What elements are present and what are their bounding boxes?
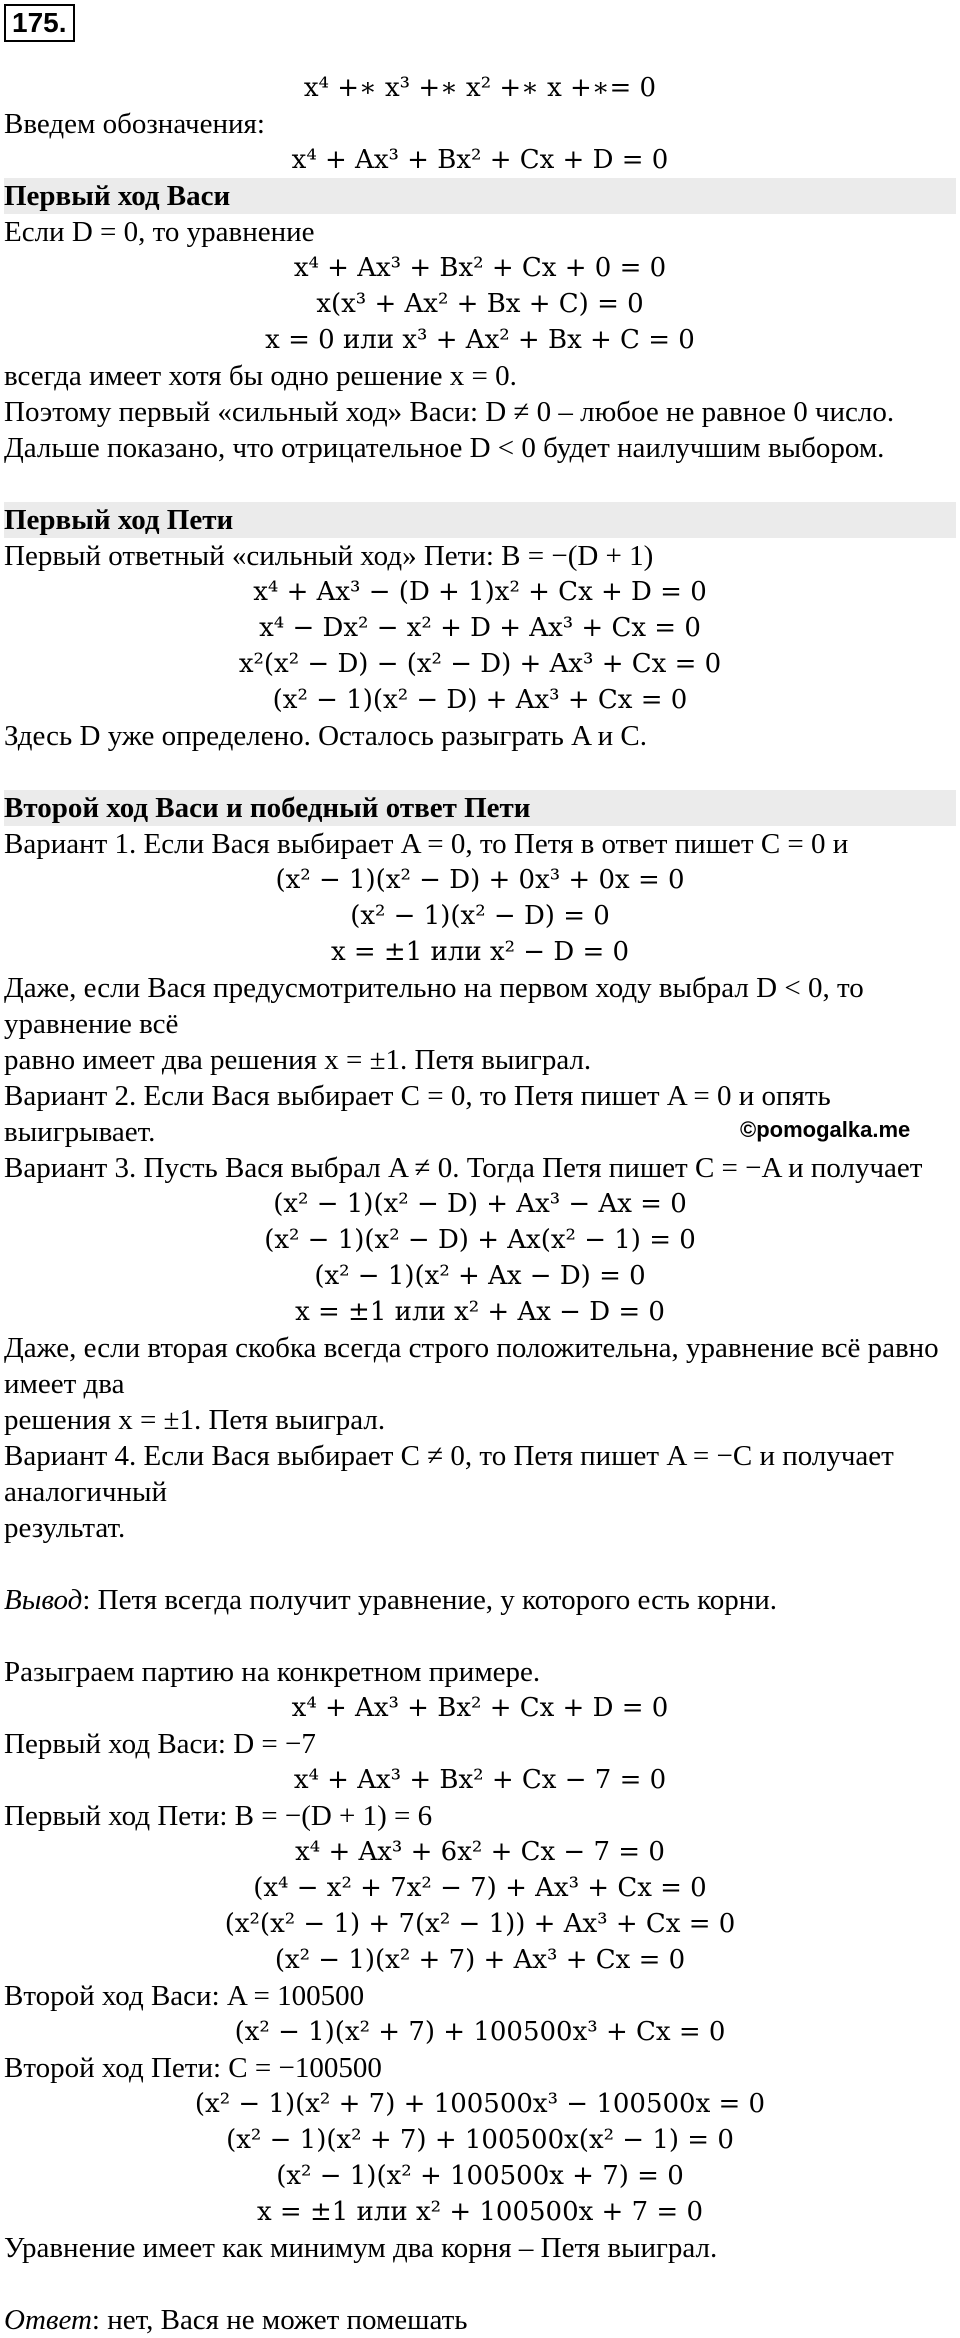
equation: x²(x² − D) − (x² − D) + Ax³ + Cx = 0 — [238, 649, 722, 679]
equation: x⁴ − Dx² − x² + D + Ax³ + Cx = 0 — [259, 613, 701, 643]
equation: (x² − 1)(x² − D) + Ax(x² − 1) = 0 — [264, 1225, 696, 1255]
equation: x⁴ + Ax³ − (D + 1)x² + Cx + D = 0 — [253, 577, 707, 607]
equation: (x² − 1)(x² − D) + Ax³ − Ax = 0 — [273, 1189, 687, 1219]
watermark: ©pomogalka.me — [740, 1117, 911, 1142]
equation: x = 0 или x³ + Ax² + Bx + C = 0 — [265, 325, 695, 355]
equation: x⁴ + Ax³ + Bx² + Cx + D = 0 — [291, 1693, 669, 1723]
text-line: Введем обозначения: — [4, 108, 265, 140]
text-line: равно имеет два решения x = ±1. Петя выиграл. — [4, 1044, 592, 1076]
equation: x = ±1 или x² + 100500x + 7 = 0 — [256, 2197, 704, 2227]
equation: (x² − 1)(x² − D) + 0x³ + 0x = 0 — [275, 865, 685, 895]
section-heading: Первый ход Васи — [4, 178, 956, 214]
text-line: Уравнение имеет как минимум два корня – Петя выиграл. — [4, 2232, 718, 2264]
text-line: решения x = ±1. Петя выиграл. — [4, 1404, 386, 1436]
equation: x(x³ + Ax² + Bx + C) = 0 — [316, 289, 644, 319]
equation: (x² − 1)(x² + Ax − D) = 0 — [314, 1261, 646, 1291]
answer-label: Ответ — [4, 2304, 92, 2336]
text-line: Вариант 2. Если Вася выбирает C = 0, то Петя пишет A = 0 и опять выигрывает. — [4, 1080, 831, 1148]
text-line: Первый ход Пети: B = −(D + 1) = 6 — [4, 1800, 433, 1832]
equation: x⁴ + Ax³ + Bx² + Cx − 7 = 0 — [293, 1765, 667, 1795]
equation: (x² − 1)(x² + 7) + 100500x³ + Cx = 0 — [234, 2017, 726, 2047]
text-line: Первый ход Васи: D = −7 — [4, 1728, 316, 1760]
equation: (x⁴ − x² + 7x² − 7) + Ax³ + Cx = 0 — [253, 1873, 707, 1903]
conclusion-label: Вывод — [4, 1584, 83, 1616]
text-line: Вариант 1. Если Вася выбирает A = 0, то Петя в ответ пишет C = 0 и — [4, 828, 849, 860]
conclusion — [4, 1582, 956, 1618]
text-line: Поэтому первый «сильный ход» Васи: D ≠ 0 – любое не равное 0 число. — [4, 396, 895, 428]
text-line: Даже, если Вася предусмотрительно на первом ходу выбрал D < 0, то уравнение всё — [4, 972, 864, 1040]
text-line: Даже, если вторая скобка всегда строго положительна, уравнение всё равно имеет два — [4, 1332, 939, 1400]
equation: x⁴ + Ax³ + Bx² + Cx + D = 0 — [291, 145, 669, 175]
section-heading: Первый ход Пети — [4, 502, 956, 538]
equation: x = ±1 или x² − D = 0 — [330, 937, 630, 967]
equation: x⁴ + Ax³ + 6x² + Cx − 7 = 0 — [295, 1837, 665, 1867]
equation: x = ±1 или x² + Ax − D = 0 — [295, 1297, 665, 1327]
text-line: результат. — [4, 1512, 126, 1544]
equation: (x² − 1)(x² − D) = 0 — [350, 901, 610, 931]
equation: x⁴ + Ax³ + Bx² + Cx + 0 = 0 — [293, 253, 667, 283]
text-line: всегда имеет хотя бы одно решение x = 0. — [4, 360, 517, 392]
text-line: Если D = 0, то уравнение — [4, 216, 315, 248]
text-line: Вариант 4. Если Вася выбирает C ≠ 0, то Петя пишет A = −C и получает аналогичный — [4, 1440, 894, 1508]
text-line: Второй ход Васи: A = 100500 — [4, 1980, 365, 2012]
conclusion-text: : Петя всегда получит уравнение, у которого есть корни. — [82, 1584, 778, 1616]
equation: (x² − 1)(x² + 7) + Ax³ + Cx = 0 — [274, 1945, 686, 1975]
equation: (x² − 1)(x² − D) + Ax³ + Cx = 0 — [272, 685, 688, 715]
equation: (x²(x² − 1) + 7(x² − 1)) + Ax³ + Cx = 0 — [224, 1909, 736, 1939]
text-line: Первый ответный «сильный ход» Пети: B = −(D + 1) — [4, 540, 654, 572]
answer — [4, 2302, 956, 2338]
section-heading: Второй ход Васи и победный ответ Пети — [4, 790, 956, 826]
equation: x⁴ +∗ x³ +∗ x² +∗ x +∗= 0 — [303, 73, 657, 103]
equation: (x² − 1)(x² + 100500x + 7) = 0 — [276, 2161, 684, 2191]
text-line: Разыграем партию на конкретном примере. — [4, 1656, 541, 1688]
solution-content — [4, 70, 956, 2338]
text-line: Вариант 3. Пусть Вася выбрал A ≠ 0. Тогда Петя пишет C = −A и получает — [4, 1152, 923, 1184]
answer-text: : нет, Вася не может помешать — [91, 2304, 468, 2336]
text-line: Здесь D уже определено. Осталось разыграть A и C. — [4, 720, 648, 752]
equation: (x² − 1)(x² + 7) + 100500x(x² − 1) = 0 — [226, 2125, 734, 2155]
problem-number: 175. — [4, 4, 75, 42]
text-line: Дальше показано, что отрицательное D < 0 будет наилучшим выбором. — [4, 432, 885, 464]
equation: (x² − 1)(x² + 7) + 100500x³ − 100500x = 0 — [194, 2089, 766, 2119]
text-line: Второй ход Пети: C = −100500 — [4, 2052, 382, 2084]
